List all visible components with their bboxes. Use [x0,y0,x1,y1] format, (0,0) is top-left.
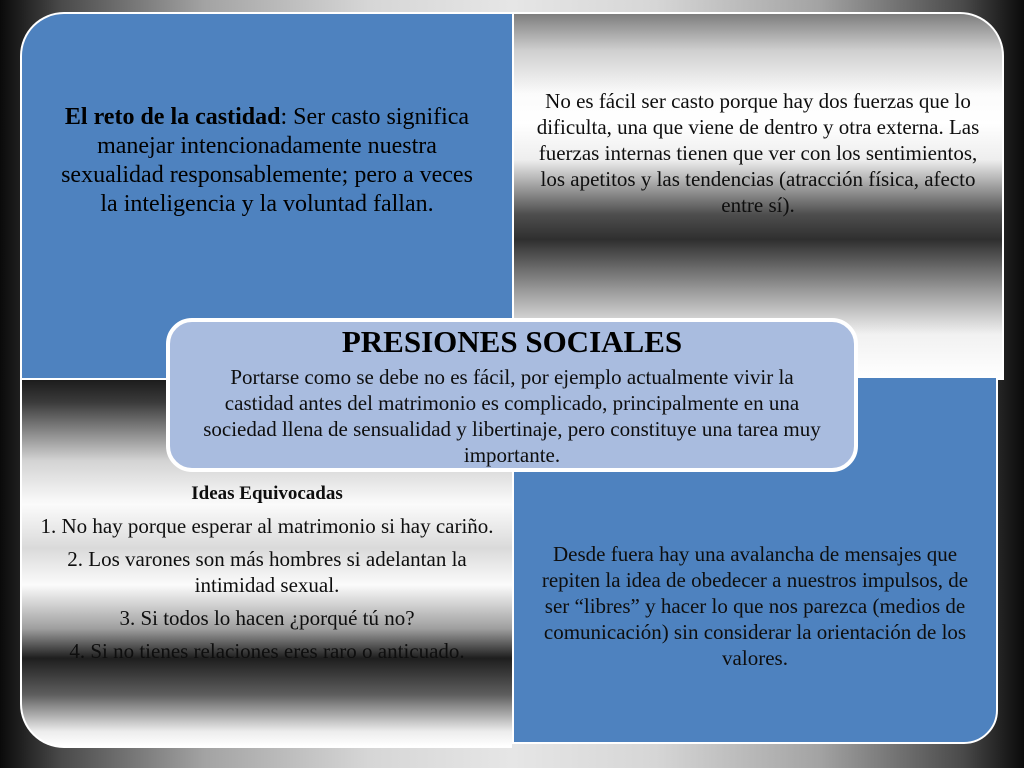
idea-item-2: 2. Los varones son más hombres si adelantan la intimidad sexual. [67,547,467,597]
reto-text [50,103,484,219]
fuerzas-internas-text: No es fácil ser casto porque hay dos fuerzas que lo dificulta, una que viene de dentro y otra externa. Las fuerzas internas tienen que ver con los sentimientos, los apetitos y las tendencias (atracción física, afecto entre sí). [536,89,980,217]
mensajes-externos-text: Desde fuera hay una avalancha de mensajes que repiten la idea de obedecer a nuestros impulsos, de ser “libres” y hacer lo que nos parezca (medios de comunicación) sin considerar la orientación de los valores. [541,542,969,670]
callout-title: PRESIONES SOCIALES [341,324,683,359]
callout-presiones-sociales [166,318,858,472]
idea-item-4: 4. Si no tienes relaciones eres raro o anticuado. [69,639,465,663]
reto-body: : Ser casto significa manejar intencionadamente nuestra sexualidad responsablemente; pero a veces la inteligencia y la voluntad fallan. [61,104,473,217]
idea-item-1: 1. No hay porque esperar al matrimonio si hay cariño. [40,514,494,538]
callout-body: Portarse como se debe no es fácil, por ejemplo actualmente vivir la castidad antes del matrimonio es complicado, principalmente en una sociedad llena de sensualidad y libertinaje, pero constituye una tarea muy importante. [203,365,821,467]
idea-item-3: 3. Si todos lo hacen ¿porqué tú no? [119,606,415,630]
ideas-title: Ideas Equivocadas [191,483,343,504]
reto-title: El reto de la castidad [64,104,281,130]
